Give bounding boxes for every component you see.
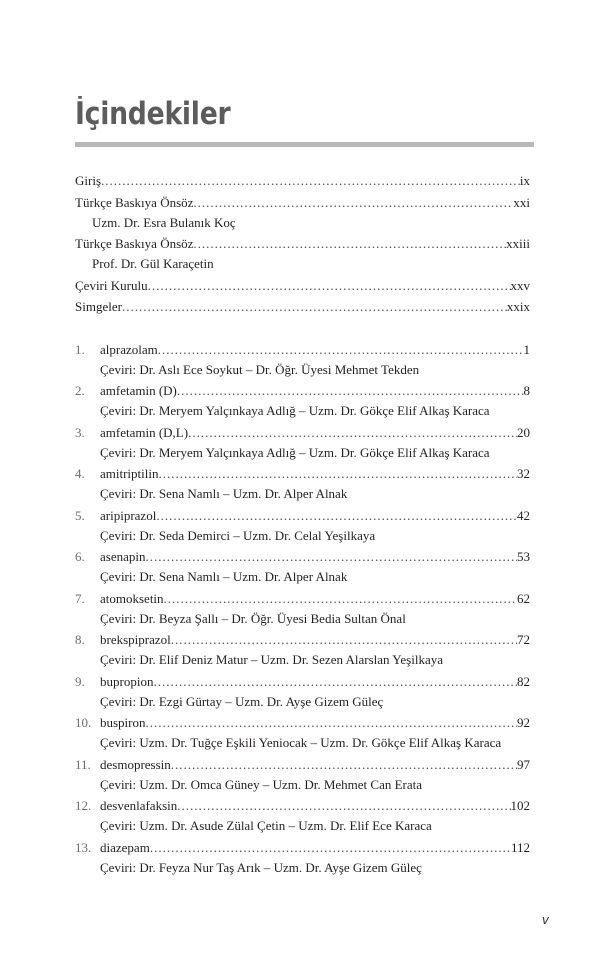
entry-page: 32: [517, 466, 530, 481]
translators: Çeviri: Dr. Feyza Nur Taş Arık – Uzm. Dr. Ayşe Gizem Güleç: [100, 859, 422, 875]
dot-leader: [122, 297, 507, 317]
drug-name: desvenlafaksin: [100, 798, 178, 813]
toc-entry-drug[interactable]: [75, 340, 530, 380]
drug-name: buspiron: [100, 715, 146, 730]
drug-name: amfetamin (D,L): [100, 424, 189, 440]
entry-number: 10.: [75, 715, 92, 730]
entry-number: 13.: [75, 839, 92, 855]
translators: Çeviri: Uzm. Dr. Omca Güney – Uzm. Dr. Mehmet Can Erata: [100, 776, 423, 792]
drug-name: amfetamin (D): [100, 383, 177, 398]
dot-leader: [145, 547, 517, 567]
drug-name: desmopressin: [100, 756, 171, 772]
entry-page: xxiii: [506, 236, 530, 251]
dot-leader: [164, 589, 517, 609]
entry-author: Prof. Dr. Gül Karaçetin: [92, 256, 214, 271]
translators: Çeviri: Dr. Seda Demirci – Uzm. Dr. Celal Yeşilkaya: [100, 527, 376, 543]
toc-entry-preface-1[interactable]: [75, 193, 530, 233]
entry-number: 7.: [75, 590, 85, 606]
translators: Çeviri: Dr. Elif Deniz Matur – Uzm. Dr. Sezen Alarslan Yeşilkaya: [100, 652, 443, 667]
entry-page: 102: [510, 798, 530, 813]
entry-page: xxix: [506, 299, 530, 314]
toc-entry-drug[interactable]: [75, 464, 530, 504]
translators: Çeviri: Dr. Aslı Ece Soykut – Dr. Öğr. Üyesi Mehmet Tekden: [100, 361, 420, 377]
table-of-contents: [75, 171, 530, 879]
toc-entry-drug[interactable]: [75, 796, 530, 836]
drug-name: diazepam: [100, 839, 150, 855]
toc-entry-symbols[interactable]: [75, 297, 530, 317]
entry-number: 12.: [75, 798, 92, 813]
toc-entry-drug[interactable]: [75, 547, 530, 587]
drug-name: alprazolam: [100, 341, 158, 357]
entry-number: 1.: [75, 341, 85, 357]
drug-name: asenapin: [100, 549, 146, 564]
entry-page: 42: [517, 507, 530, 523]
dot-leader: [158, 340, 524, 360]
entry-number: 5.: [75, 507, 85, 523]
dot-leader: [177, 796, 510, 816]
dot-leader: [148, 276, 511, 296]
toc-entry-drug[interactable]: [75, 838, 530, 878]
entry-number: 2.: [75, 383, 85, 398]
dot-leader: [153, 672, 517, 692]
toc-entry-drug[interactable]: [75, 423, 530, 463]
translators: Çeviri: Dr. Beyza Şallı – Dr. Öğr. Üyesi Bedia Sultan Önal: [100, 610, 406, 626]
entry-label: Giriş: [75, 173, 101, 188]
toc-entry-drug[interactable]: [75, 713, 530, 753]
entry-number: 6.: [75, 549, 85, 564]
entry-page: 112: [510, 839, 530, 855]
entry-number: 4.: [75, 466, 85, 481]
dot-leader: [101, 171, 520, 191]
entry-page: 82: [517, 673, 530, 689]
dot-leader: [171, 630, 517, 650]
toc-entry-intro[interactable]: [75, 171, 530, 191]
entry-label: Türkçe Baskıya Önsöz: [75, 194, 194, 210]
dot-leader: [159, 464, 518, 484]
toc-entry-preface-2[interactable]: [75, 234, 530, 274]
toc-entry-drug[interactable]: [75, 381, 530, 421]
entry-label: Türkçe Baskıya Önsöz: [75, 236, 194, 251]
dot-leader: [177, 381, 524, 401]
entry-page: 8: [523, 383, 530, 398]
translators: Çeviri: Uzm. Dr. Tuğçe Eşkili Yeniocak – Uzm. Dr. Gökçe Elif Alkaş Karaca: [100, 735, 502, 750]
page-number: v: [541, 913, 549, 927]
translators: Çeviri: Dr. Meryem Yalçınkaya Adlığ – Uzm. Dr. Gökçe Elif Alkaş Karaca: [100, 444, 490, 460]
toc-entry-drug[interactable]: [75, 672, 530, 712]
dot-leader: [188, 423, 517, 443]
translators: Çeviri: Dr. Sena Namlı – Uzm. Dr. Alper Alnak: [100, 569, 348, 584]
dot-leader: [146, 713, 518, 733]
dot-leader: [193, 193, 513, 213]
dot-leader: [150, 838, 511, 858]
drug-list: [75, 340, 530, 878]
entry-label: Çeviri Kurulu: [75, 277, 148, 293]
front-matter-list: [75, 171, 530, 317]
entry-page: 92: [517, 715, 530, 730]
translators: Çeviri: Dr. Meryem Yalçınkaya Adlığ – Uzm. Dr. Gökçe Elif Alkaş Karaca: [100, 403, 490, 418]
drug-name: amitriptilin: [100, 466, 159, 481]
entry-number: 8.: [75, 632, 85, 647]
entry-page: 97: [517, 756, 530, 772]
toc-entry-translation-board[interactable]: [75, 276, 530, 296]
entry-number: 9.: [75, 673, 85, 689]
dot-leader: [156, 506, 517, 526]
entry-number: 3.: [75, 424, 85, 440]
toc-entry-drug[interactable]: [75, 630, 530, 670]
page-title: İçindekiler: [75, 96, 231, 132]
entry-page: xxi: [513, 194, 530, 210]
entry-page: xxv: [510, 277, 530, 293]
title-rule: [75, 142, 534, 147]
drug-name: brekspiprazol: [100, 632, 171, 647]
translators: Çeviri: Uzm. Dr. Asude Zülal Çetin – Uzm. Dr. Elif Ece Karaca: [100, 818, 432, 833]
drug-name: aripiprazol: [100, 507, 157, 523]
entry-page: 20: [517, 424, 530, 440]
entry-page: 72: [517, 632, 530, 647]
entry-page: 62: [517, 590, 530, 606]
drug-name: bupropion: [100, 673, 154, 689]
entry-author: Uzm. Dr. Esra Bulanık Koç: [92, 214, 236, 230]
translators: Çeviri: Dr. Ezgi Gürtay – Uzm. Dr. Ayşe Gizem Güleç: [100, 693, 384, 709]
translators: Çeviri: Dr. Sena Namlı – Uzm. Dr. Alper Alnak: [100, 486, 348, 501]
entry-label: Simgeler: [75, 299, 122, 314]
entry-number: 11.: [75, 756, 91, 772]
entry-page: ix: [519, 173, 530, 188]
entry-page: 53: [517, 549, 530, 564]
toc-entry-drug[interactable]: [75, 755, 530, 795]
toc-entry-drug[interactable]: [75, 506, 530, 546]
entry-page: 1: [523, 341, 530, 357]
dot-leader: [171, 755, 517, 775]
toc-entry-drug[interactable]: [75, 589, 530, 629]
dot-leader: [193, 234, 506, 254]
drug-name: atomoksetin: [100, 590, 164, 606]
